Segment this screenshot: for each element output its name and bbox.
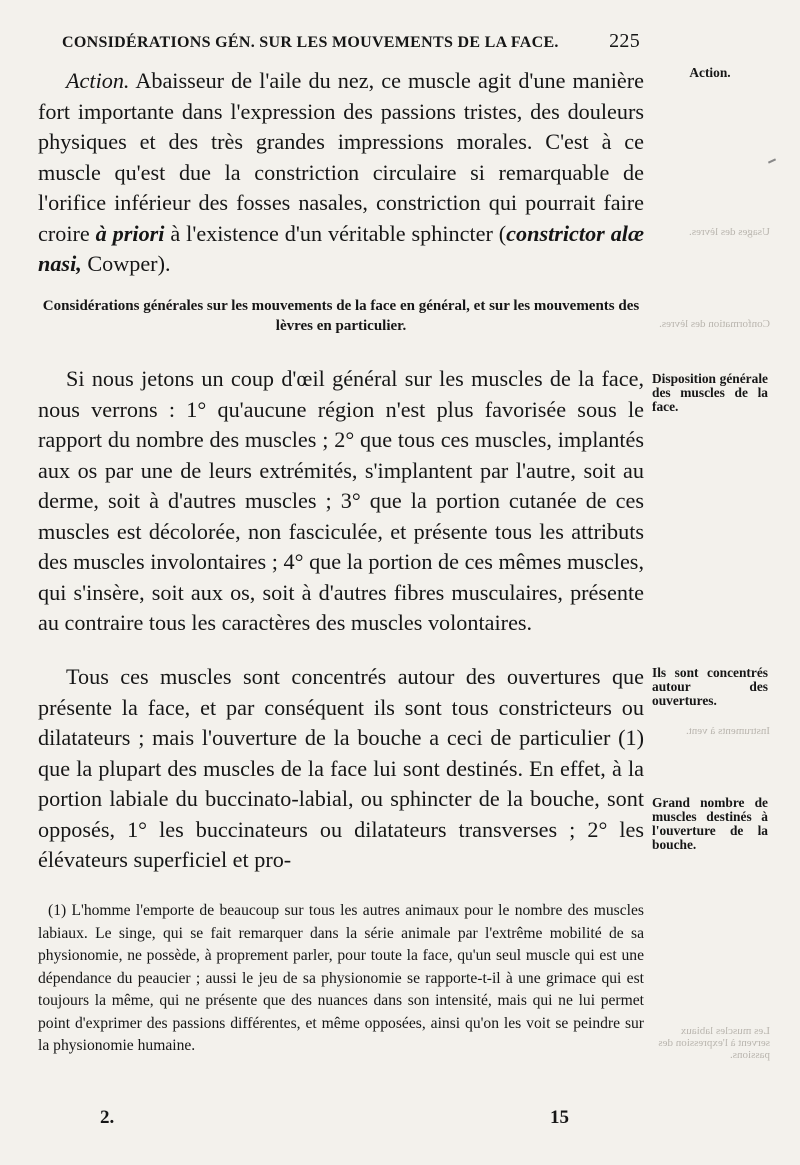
a-priori-term: à priori: [95, 220, 165, 246]
action-text-b: à l'existence d'un véritable sphincter (: [164, 220, 507, 246]
running-title: CONSIDÉRATIONS GÉN. SUR LES MOUVEMENTS DE LA FACE.: [62, 34, 559, 51]
margin-note-concentres: Ils sont concentrés autour des ouvertures.: [652, 665, 768, 708]
action-text-a: Abaisseur de l'aile du nez, ce muscle agit d'une manière fort importante dans l'expression des passions tristes, des douleurs physiques et des très grandes impressions morales. C'est à ce muscle qu'est due la constriction circulaire si remarquable de l'orifice inférieur des fosses nasales, constriction qui pourrait faire croire: [38, 68, 644, 246]
paragraph-openings: [38, 662, 644, 876]
page-number: 225: [609, 30, 640, 52]
margin-note-action: Action.: [689, 65, 731, 80]
footnote-text: (1) L'homme l'emporte de beaucoup sur tous les autres animaux pour le nombre des muscles labiaux. Le singe, qui se fait remarquer dans la série animale par l'extrême mobilité de sa physionomie, ne possède, à proprement parler, pour toute la face, qu'un seul muscle qui est une dépendance du peaucier ; aussi le jeu de sa physionomie se rapporte-t-il à une grimace qui est toujours la même, qui ne présente que des nuances dans son intensité, mais qui ne lui permet point d'exprimer des passions différentes, et même opposées, ainsi qu'on les voit se peindre sur la physionomie humaine.: [38, 902, 644, 1054]
signature-volume: 2.: [100, 1107, 115, 1128]
running-header: [62, 30, 640, 53]
signature-sheet: 15: [550, 1107, 569, 1128]
paragraph-general-text: Si nous jetons un coup d'œil général sur les muscles de la face, nous verrons : 1° qu'aucune région n'est plus favorisée sous le rapport du nombre des muscles ; 2° que tous ces muscles, implantés aux os par une de leurs extrémités, s'implantent par l'autre, soit au derme, soit à d'autres muscles ; 3° que la portion cutanée de ces muscles est décolorée, non fasciculée, et présente tous les attributs des muscles involontaires ; 4° que la portion de ces mêmes muscles, qui s'insère, soit aux os, soit à d'autres fibres musculaires, présente au contraire tous les caractères des muscles volontaires.: [38, 366, 644, 635]
footnote: [38, 900, 644, 1058]
action-text-c: Cowper).: [81, 251, 171, 276]
show-through-text: Conformation des lèvres.: [659, 318, 770, 330]
margin-note-grand-nombre: Grand nombre de muscles destinés à l'ouverture de la bouche.: [652, 795, 768, 852]
action-label: Action.: [66, 68, 130, 93]
show-through-text: Usages des lèvres.: [689, 226, 770, 238]
latin-term: constrictor alæ nasi,: [38, 220, 644, 276]
margin-note-disposition: Disposition générale des muscles de la face.: [652, 371, 768, 414]
show-through-text: Instruments à vent.: [685, 725, 770, 737]
paragraph-general: [38, 364, 644, 639]
show-through-text: Les muscles labiaux servent à l'expression des passions.: [658, 1025, 770, 1061]
section-heading: Considérations générales sur les mouvements de la face en général, et sur les mouvements des lèvres en particulier.: [42, 298, 640, 334]
paragraph-action: [38, 66, 644, 280]
ink-mark: [768, 158, 776, 163]
paragraph-openings-text: Tous ces muscles sont concentrés autour des ouvertures que présente la face, et par conséquent ils sont tous constricteurs ou dilatateurs ; mais l'ouverture de la bouche a ceci de particulier (1) que la plupart des muscles de la face lui sont destinés. En effet, à la portion labiale du buccinato-labial, ou sphincter de la bouche, sont opposés, 1° les buccinateurs ou dilatateurs transverses ; 2° les élévateurs superficiel et pro-: [38, 664, 644, 872]
